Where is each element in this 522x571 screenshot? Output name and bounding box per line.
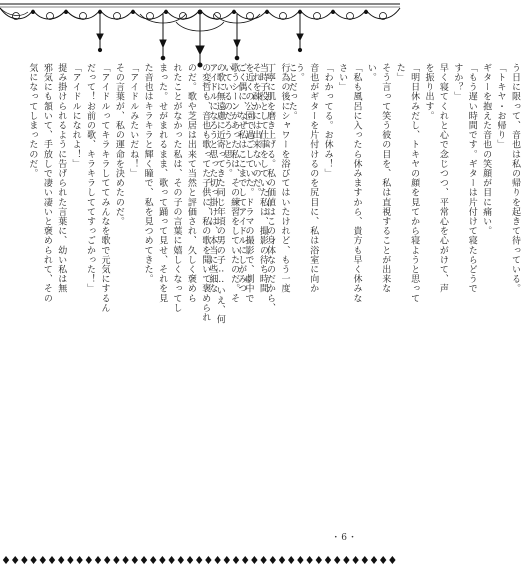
footer-diamond: [316, 556, 322, 564]
footer-diamond: [196, 556, 202, 564]
footer-diamond: [260, 556, 266, 564]
footer-diamond: [334, 556, 340, 564]
footer-diamond: [224, 556, 230, 564]
footer-diamond: [49, 556, 55, 564]
footer-diamond: [168, 556, 174, 564]
footer-diamond: [3, 556, 9, 564]
footer-diamond: [389, 556, 395, 564]
lower-left-text-block: ことだった。 当時子役として仕事をしていた私は、撮影の待ち時間 を近くの公園で過ごしていた。ドラマの撮影で、劇中で 歌うシーンがあった私は、その練習をしていたのだ。そ の歌に無遠慮に近寄ってきた同じ年頃の男の子……いえ、何 の変哲も、音也も歌ってた子供に、私の歌を聞いて褒められ のだ。歌や芝居は出来て当然と評価され、久しく褒めら れたことがなかった私は、その子の言葉に嬉しくなってし まった。せがまれるまま、歌って踊って見せ、それを見 た音也はキラキラと輝く瞳で、私を見つめてきた。 「アイドルみたいだね！」 その言葉が、私の運命を決めたのだ。 「アイドルってキラキラしててみんなを歌で元気にするん だって！お前の歌、キラキラしててすっごかった！」 「アイドルになれよ！」 提み掛けられるように告げられた言葉に、幼い私は無 邪気にも頷いて、手放しで凄い凄いと褒められて、その 気になってしまったのだ。: [27, 63, 297, 325]
footer-diamond: [242, 556, 248, 564]
footer-diamond: [76, 556, 82, 564]
footer-diamond: [297, 556, 303, 564]
footer-diamond: [325, 556, 331, 564]
lace-header-ornament: [0, 0, 400, 70]
footer-diamond: [343, 556, 349, 564]
footer-diamond: [30, 556, 36, 564]
footer-diamond: [113, 556, 119, 564]
footer-diamond: [288, 556, 294, 564]
footer-diamond: [380, 556, 386, 564]
footer-diamond: [67, 556, 73, 564]
footer-diamond: [132, 556, 138, 564]
footer-diamond: [12, 556, 18, 564]
footer-diamond: [251, 556, 257, 564]
footer-diamond: [141, 556, 147, 564]
footer-diamond: [150, 556, 156, 564]
footer-diamond: [270, 556, 276, 564]
footer-diamond: [187, 556, 193, 564]
footer-diamond: [40, 556, 46, 564]
footer-diamond: [58, 556, 64, 564]
footer-diamond: [306, 556, 312, 564]
upper-right-text-block: う日に限って、音也は私の帰りを起きて待っている。 「トキヤ・お帰り」 ギターを抱えた音也の笑顔が目に痛い。 「もう遅い時間です。ギターは片付けて寝たらどうで すか？」 早く寝てくれと心で念じつつ、平常心を心がけて、声 を振り出す。 「明日休みだし、トキヤの顔を見てから寝ようと思って た」 そう言って笑う彼の目を、私は直視することが出来な い。 「私も風呂に入ったら休みますから、貴方も早く休みな さい」 「わかってる。お休み！」 音也がギターを片付けるのを尻目に、私は浴室に向か う。 行為の後にシャワーを浴びてはいたけれど、もう一度 丁寧に肌を磨き上げる。私の価値はこの身体なのだから、 それを疎かには出来ないのだ。 ごく偶に、なぜ私はここまでしてアイドルにしがみつ いているのだろうと思う。 アイドルになろうと思った切っ掛けは、本当に些細な: [207, 63, 520, 313]
footer-diamond: [352, 556, 358, 564]
footer-diamond: [86, 556, 92, 564]
diamond-footer-border: [0, 553, 400, 567]
footer-diamond: [178, 556, 184, 564]
footer-diamond: [122, 556, 128, 564]
footer-diamond: [214, 556, 220, 564]
footer-diamond: [205, 556, 211, 564]
footer-diamond: [371, 556, 377, 564]
page-number: ・6・: [331, 533, 358, 543]
footer-diamond: [95, 556, 101, 564]
footer-diamond: [279, 556, 285, 564]
footer-diamond: [233, 556, 239, 564]
footer-diamond: [104, 556, 110, 564]
footer-diamond: [362, 556, 368, 564]
footer-diamond: [21, 556, 27, 564]
footer-diamond: [159, 556, 165, 564]
